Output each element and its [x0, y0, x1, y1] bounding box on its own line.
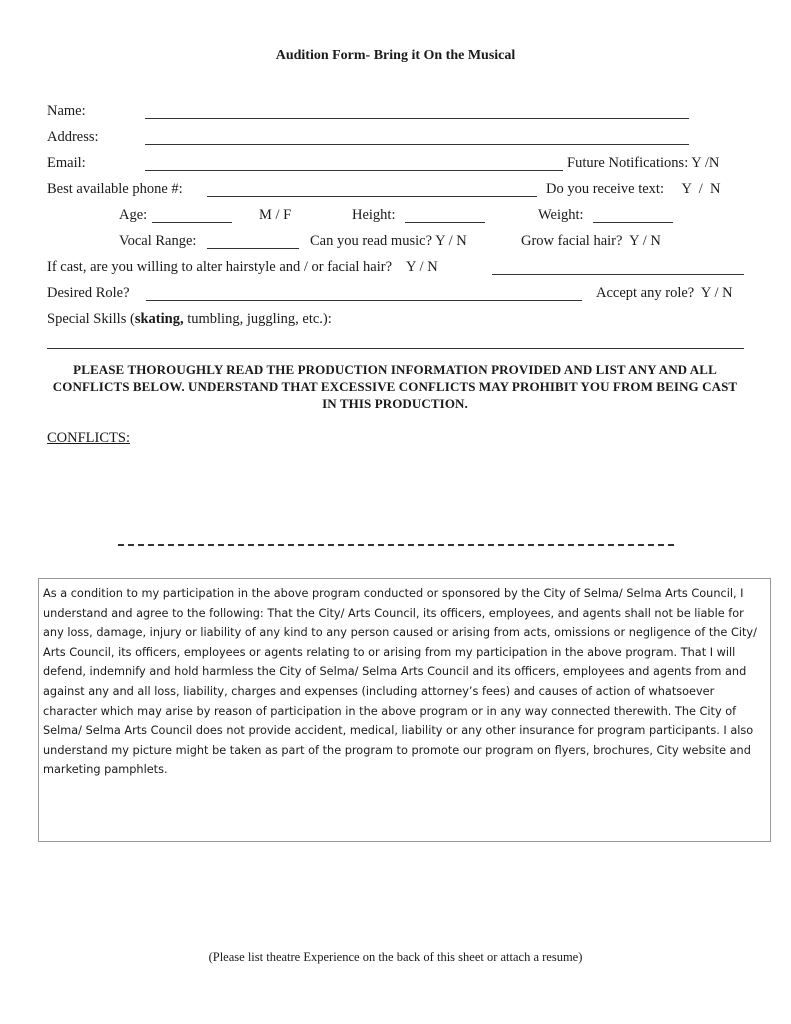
sex-option[interactable]: M / F	[259, 207, 292, 223]
height-label: Height:	[352, 207, 396, 223]
special-skills-prefix: Special Skills (	[47, 311, 135, 327]
height-field[interactable]	[405, 222, 485, 223]
form-title: Audition Form- Bring it On the Musical	[275, 48, 516, 63]
footer-note: (Please list theatre Experience on the back of this sheet or attach a resume)	[208, 950, 583, 964]
future-notifications-option[interactable]: Future Notifications: Y /N	[567, 155, 720, 171]
desired-role-field[interactable]	[146, 300, 582, 301]
vocal-range-field[interactable]	[207, 248, 299, 249]
phone-label: Best available phone #:	[47, 181, 183, 197]
special-skills-field[interactable]	[47, 348, 744, 349]
receive-text-option[interactable]: Do you receive text: Y / N	[546, 181, 721, 197]
age-label: Age:	[119, 207, 148, 223]
address-label: Address:	[47, 129, 99, 145]
weight-field[interactable]	[593, 222, 673, 223]
phone-field[interactable]	[207, 196, 537, 197]
special-skills-bold: skating,	[134, 311, 184, 327]
alter-hair-field[interactable]	[492, 274, 744, 275]
address-field[interactable]	[145, 144, 689, 145]
accept-any-role-option[interactable]: Accept any role? Y / N	[596, 285, 733, 301]
email-label: Email:	[47, 155, 86, 171]
conflicts-label: CONFLICTS:	[47, 430, 130, 446]
cut-line-divider	[118, 544, 674, 546]
conflicts-notice: PLEASE THOROUGHLY READ THE PRODUCTION INFORMATION PROVIDED AND LIST ANY AND ALL CONFLICTS BELOW. UNDERSTAND THAT EXCESSIVE CONFLICTS MAY PROHIBIT YOU FROM BEING CAST IN THIS PRODUCTION.	[52, 362, 738, 411]
desired-role-label: Desired Role?	[47, 285, 130, 301]
alter-hair-option[interactable]: If cast, are you willing to alter hairstyle and / or facial hair? Y / N	[47, 259, 438, 275]
special-skills-suffix: tumbling, juggling, etc.):	[183, 311, 332, 327]
grow-facial-hair-option[interactable]: Grow facial hair? Y / N	[521, 233, 661, 249]
age-field[interactable]	[152, 222, 232, 223]
vocal-range-label: Vocal Range:	[119, 233, 197, 249]
read-music-option[interactable]: Can you read music? Y / N	[310, 233, 467, 249]
email-field[interactable]	[145, 170, 563, 171]
name-label: Name:	[47, 103, 86, 119]
special-skills-label	[47, 311, 332, 328]
liability-waiver-box: As a condition to my participation in the above program conducted or sponsored by the City of Selma/ Selma Arts Council, I understand and agree to the following: That the City/ Arts Council, its officers, employees, and agents shall not be liable for any loss, damage, injury or liability of any kind to any person caused or arising from acts, omissions or negligence of the City/ Arts Council, its officers, employees or agents relating to or arising from my participation in the above program. That I will defend, indemnify and hold harmless the City of Selma/ Selma Arts Council and its officers, employees and agents from and against any and all loss, liability, charges and expenses (including attorney’s fees) and causes of action of whatsoever character which may arise by reason of participation in the above program or in any way connected therewith. The City of Selma/ Selma Arts Council does not provide accident, medical, liability or any other insurance for program participants. I also understand my picture might be taken as part of the program to promote our program on flyers, brochures, City website and marketing pamphlets.	[38, 578, 771, 842]
name-field[interactable]	[145, 118, 689, 119]
weight-label: Weight:	[538, 207, 584, 223]
